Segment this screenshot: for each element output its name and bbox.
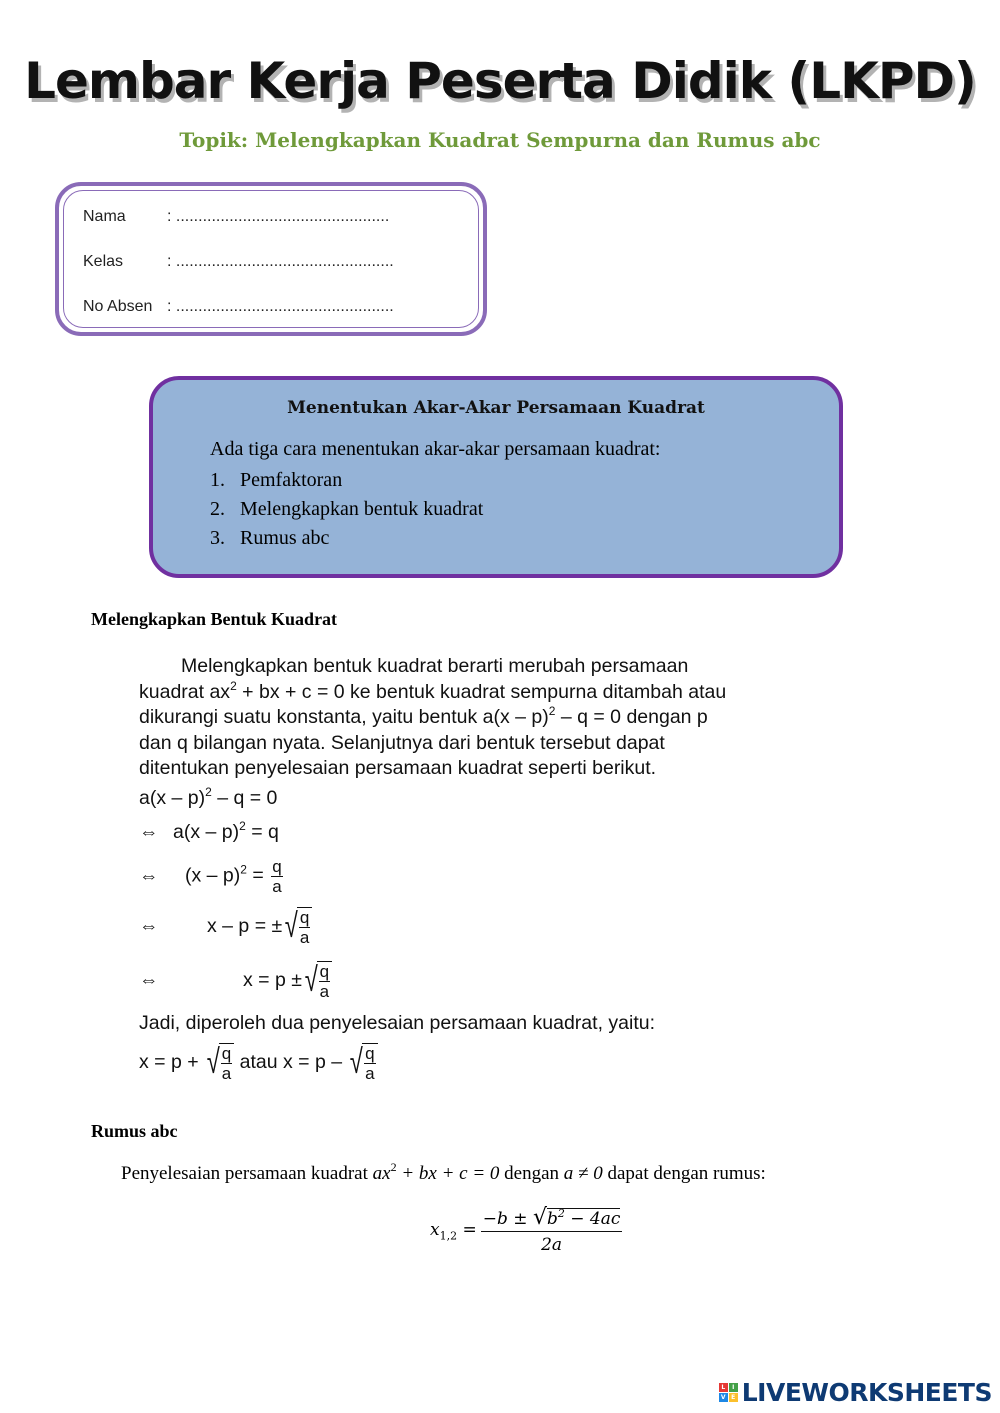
- sqrt-q-over-a: √ $\frac{q}{a}$: [282, 907, 312, 947]
- topic-subtitle: Topik: Melengkapkan Kuadrat Sempurna dan Rumus abc: [179, 128, 821, 152]
- derivation-step-1: a(x – p)$^2$ – q = 0: [139, 785, 278, 809]
- student-identity-box: [55, 182, 487, 336]
- name-field[interactable]: : ................................................: [167, 208, 390, 225]
- liveworksheets-brand: [719, 1378, 992, 1407]
- derivation-step-2: ⇔ a(x – p)$^2$ = q: [139, 819, 279, 843]
- solutions: x = p + √ $\frac{q}{a}$ atau x = p – √ $\frac{q}{a}$: [139, 1043, 378, 1083]
- identity-label: Nama: [83, 208, 126, 225]
- identity-row-class: [83, 253, 394, 271]
- absent-number-field[interactable]: : .................................................: [167, 298, 394, 315]
- derivation-step-3: ⇔ (x – p)$^2$ = $\frac{q}{a}$: [139, 857, 282, 896]
- info-box-intro: Ada tiga cara menentukan akar-akar persamaan kuadrat:: [210, 438, 661, 460]
- abc-description: Penyelesaian persamaan kuadrat $ax^2$ + bx + c = 0 dengan a ≠ 0 dapat dengan rumus:: [121, 1160, 766, 1184]
- methods-list: [210, 466, 483, 553]
- class-field[interactable]: : .................................................: [167, 253, 394, 270]
- brand-name: LIVEWORKSHEETS: [741, 1378, 992, 1407]
- conclusion-text: Jadi, diperoleh dua penyelesaian persamaan kuadrat, yaitu:: [139, 1012, 656, 1034]
- identity-label: No Absen: [83, 298, 153, 315]
- quadratic-formula: $x_{1,2}$ = −b ± √ $b^2 - 4ac$ 2a: [430, 1205, 621, 1255]
- explanation-paragraph: Melengkapkan bentuk kuadrat berarti merubah persamaan kuadrat $ax^2$ + bx + c = 0 ke bentuk kuadrat sempurna ditambah atau dikurangi suatu konstanta, yaitu bentuk a(x – p)$^2$ – q = 0 dengan p dan q bilangan nyata. Selanjutnya dari bentuk tersebut dapat ditentukan penyelesaian persamaan kuadrat seperti berikut.: [139, 655, 727, 779]
- iff-symbol: ⇔: [139, 821, 159, 843]
- section-heading-complete-square: Melengkapkan Bentuk Kuadrat: [91, 609, 338, 629]
- page-title: Lembar Kerja Peserta Didik (LKPD): [24, 52, 976, 110]
- info-box-title: Menentukan Akar-Akar Persamaan Kuadrat: [287, 398, 705, 418]
- iff-symbol: ⇔: [139, 864, 159, 887]
- sqrt-discriminant: √ $b^2 - 4ac$: [532, 1205, 621, 1230]
- sqrt-q-over-a: √ $\frac{q}{a}$: [347, 1043, 377, 1083]
- identity-row-number: [83, 298, 394, 316]
- methods-info-box: [149, 376, 843, 578]
- list-item: 2. Melengkapkan bentuk kuadrat: [210, 498, 484, 520]
- iff-symbol: ⇔: [139, 969, 159, 992]
- derivation-step-4: ⇔ x – p = ± √ $\frac{q}{a}$: [139, 907, 312, 947]
- list-item: 3. Rumus abc: [210, 527, 330, 549]
- derivation-step-5: ⇔ x = p ± √ $\frac{q}{a}$: [139, 961, 332, 1001]
- list-item: 1. Pemfaktoran: [210, 469, 343, 491]
- identity-label: Kelas: [83, 253, 124, 270]
- identity-row-name: [83, 208, 389, 226]
- liveworksheets-logo-icon: L I V E: [719, 1383, 738, 1402]
- iff-symbol: ⇔: [139, 915, 159, 938]
- fraction-q-over-a: $\frac{q}{a}$: [272, 857, 282, 896]
- section-heading-abc-formula: Rumus abc: [91, 1121, 178, 1141]
- sqrt-q-over-a: √ $\frac{q}{a}$: [204, 1043, 234, 1083]
- sqrt-q-over-a: √ $\frac{q}{a}$: [302, 961, 332, 1001]
